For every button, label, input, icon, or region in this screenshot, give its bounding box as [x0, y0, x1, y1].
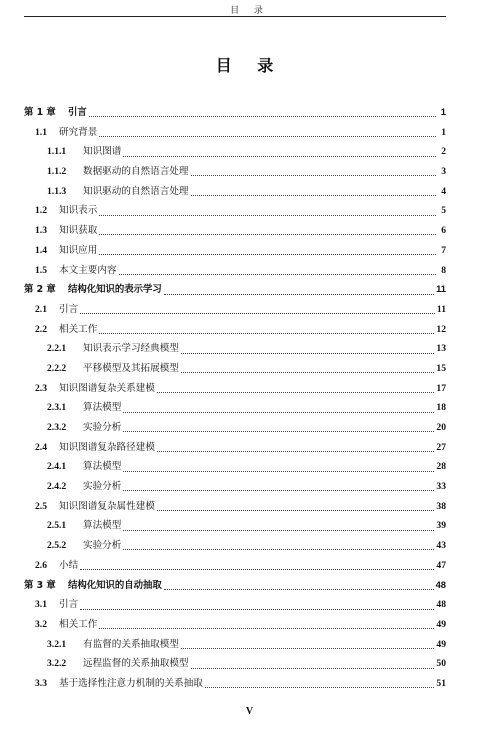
toc-entry-number: 2.1 [35, 303, 47, 315]
toc-section-entry[interactable] [24, 321, 446, 341]
dot-leader [123, 412, 434, 413]
toc-section-entry[interactable] [24, 399, 446, 419]
toc-entry-title: 研究背景 [59, 126, 98, 138]
toc-section-entry[interactable] [24, 557, 446, 577]
toc-entry-title: 引言 [59, 303, 79, 315]
toc-section-entry[interactable] [24, 124, 446, 144]
dot-leader [123, 431, 434, 432]
toc-entry-number: 2.2 [35, 323, 47, 335]
toc-entry-title: 知识图谱 [83, 146, 122, 158]
toc-entry-number: 2.5.2 [47, 540, 67, 552]
toc-entry-number: 1.5 [35, 264, 47, 276]
toc-section-entry[interactable] [24, 360, 446, 380]
dot-leader [99, 254, 436, 255]
toc-entry-page: 27 [436, 441, 446, 453]
toc-entry-page: 2 [441, 146, 446, 158]
toc-entry-page: 3 [441, 166, 446, 178]
toc-entry-page: 48 [436, 599, 446, 611]
toc-entry-title: 知识驱动的自然语言处理 [83, 185, 189, 197]
toc-entry-title: 算法模型 [83, 520, 122, 532]
toc-entry-title: 相关工作 [59, 618, 98, 630]
toc-entry-number: 2.3.2 [47, 422, 67, 433]
toc-entry-page: 47 [436, 559, 446, 571]
dot-leader [123, 156, 436, 157]
toc-entry-number: 2.2.2 [47, 362, 67, 374]
toc-entry-page: 5 [441, 205, 446, 217]
toc-entry-page: 49 [436, 618, 446, 630]
toc-entry-title: 知识表示 [59, 205, 98, 217]
toc-entry-title: 知识应用 [59, 244, 98, 256]
toc-section-entry[interactable] [24, 458, 446, 478]
toc-entry-title: 引言 [68, 107, 87, 118]
toc-entry-page: 12 [436, 323, 446, 335]
toc-section-entry[interactable] [24, 517, 446, 537]
toc-entry-number: 1.1.1 [47, 146, 67, 158]
dot-leader [89, 116, 436, 117]
toc-section-entry[interactable] [24, 655, 446, 675]
toc-section-entry[interactable] [24, 616, 446, 636]
toc-entry-number: 1.1.2 [47, 166, 67, 178]
toc-entry-page: 17 [436, 382, 446, 394]
toc-entry-title: 实验分析 [83, 540, 122, 552]
toc-section-entry[interactable] [24, 636, 446, 656]
dot-leader [99, 333, 434, 334]
toc-section-entry[interactable] [24, 242, 446, 262]
toc-entry-title: 平移模型及其拓展模型 [83, 362, 179, 374]
toc-entry-title: 相关工作 [59, 323, 98, 335]
toc-entry-page: 38 [436, 500, 446, 512]
toc-entry-title: 知识图谱复杂关系建模 [59, 382, 155, 394]
dot-leader [157, 451, 434, 452]
toc-entry-number: 2.5.1 [47, 520, 67, 532]
toc-section-entry[interactable] [24, 340, 446, 360]
toc-entry-number: 2.6 [35, 559, 47, 571]
toc-entry-page: 11 [436, 303, 446, 315]
toc-section-entry[interactable] [24, 419, 446, 439]
toc-entry-page: 11 [436, 283, 446, 295]
toc-entry-number: 3.3 [35, 677, 47, 689]
toc-entry-number: 3.2.1 [47, 638, 67, 650]
toc-section-entry[interactable] [24, 222, 446, 242]
dot-leader [123, 490, 434, 491]
toc-entry-title: 实验分析 [83, 422, 122, 433]
toc-section-entry[interactable] [24, 596, 446, 616]
toc-entry-title: 小结 [59, 559, 79, 571]
toc-entry-page: 50 [436, 658, 446, 670]
dot-leader [191, 175, 436, 176]
toc-entry-number: 1.4 [35, 244, 47, 256]
toc-entry-number: 1.1.3 [47, 185, 67, 197]
toc-entry-page: 28 [436, 461, 446, 473]
toc-section-entry[interactable] [24, 478, 446, 498]
dot-leader [205, 687, 435, 688]
toc-entry-page: 4 [441, 185, 446, 197]
header-rule [24, 16, 446, 17]
toc-entry-page: 33 [436, 481, 446, 493]
toc-section-entry[interactable] [24, 301, 446, 321]
toc-entry-title: 算法模型 [83, 461, 122, 473]
toc-entry-number: 2.4 [35, 441, 47, 453]
dot-leader [123, 549, 434, 550]
toc-entry-page: 1 [441, 126, 446, 138]
toc-entry-number: 第 2 章 [24, 284, 56, 296]
toc-section-entry[interactable] [24, 498, 446, 518]
toc-entry-title: 知识获取 [59, 225, 98, 237]
toc-section-entry[interactable] [24, 537, 446, 557]
toc-entry-title: 数据驱动的自然语言处理 [83, 166, 189, 178]
toc-entry-number: 3.2.2 [47, 658, 67, 670]
dot-leader [157, 510, 434, 511]
toc-entry-title: 实验分析 [83, 481, 122, 493]
toc-entry-number: 2.3.1 [47, 402, 67, 414]
toc-entry-title: 远程监督的关系抽取模型 [83, 658, 189, 670]
toc-entry-number: 1.2 [35, 205, 47, 217]
dot-leader [80, 569, 434, 570]
toc-entry-number: 2.3 [35, 382, 47, 394]
toc-entry-page: 6 [441, 225, 446, 237]
toc-chapter-entry[interactable] [24, 577, 446, 597]
dot-leader [99, 215, 436, 216]
dot-leader [157, 392, 434, 393]
toc-entry-title: 本文主要内容 [59, 264, 117, 276]
toc-section-entry[interactable] [24, 163, 446, 183]
dot-leader [99, 628, 434, 629]
dot-leader [119, 274, 436, 275]
toc-section-entry[interactable] [24, 143, 446, 163]
toc-entry-title: 算法模型 [83, 402, 122, 414]
toc-entry-number: 2.4.1 [47, 461, 67, 473]
toc-section-entry[interactable] [24, 262, 446, 282]
toc-entry-number: 2.2.1 [47, 343, 67, 355]
toc-entry-page: 7 [441, 244, 446, 256]
toc-entry-page: 20 [436, 422, 446, 433]
toc-entry-title: 知识表示学习经典模型 [83, 343, 179, 355]
toc-entry-page: 39 [436, 520, 446, 532]
dot-leader [164, 589, 434, 590]
toc-entry-number: 1.1 [35, 126, 47, 138]
page-number: V [245, 706, 254, 717]
toc-entry-title: 引言 [59, 599, 79, 611]
toc-entry-page: 48 [435, 578, 446, 590]
toc-chapter-entry[interactable] [24, 104, 446, 124]
dot-leader [181, 648, 434, 649]
toc-entry-number: 2.5 [35, 500, 47, 512]
toc-section-entry[interactable] [24, 439, 446, 459]
dot-leader [99, 234, 436, 235]
toc-entry-number: 第 1 章 [24, 107, 56, 118]
toc-entry-page: 43 [436, 540, 446, 552]
table-of-contents [24, 104, 446, 695]
toc-chapter-entry[interactable] [24, 281, 446, 301]
toc-entry-title: 知识图谱复杂属性建模 [59, 500, 155, 512]
dot-leader [181, 372, 434, 373]
dot-leader [123, 530, 434, 531]
dot-leader [191, 195, 436, 196]
toc-section-entry[interactable] [24, 675, 446, 695]
toc-entry-page: 49 [436, 638, 446, 650]
toc-entry-page: 8 [441, 264, 446, 276]
toc-section-entry[interactable] [24, 202, 446, 222]
toc-entry-title: 结构化知识的自动抽取 [68, 579, 162, 591]
toc-entry-number: 2.4.2 [47, 481, 67, 493]
toc-entry-page: 51 [436, 677, 446, 689]
dot-leader [99, 136, 436, 137]
dot-leader [80, 313, 435, 314]
toc-section-entry[interactable] [24, 183, 446, 203]
toc-entry-page: 15 [436, 362, 446, 374]
toc-entry-number: 第 3 章 [24, 579, 56, 591]
toc-entry-number: 3.1 [35, 599, 47, 611]
dot-leader [191, 668, 435, 669]
dot-leader [164, 294, 434, 295]
toc-entry-number: 1.3 [35, 225, 47, 237]
toc-entry-title: 有监督的关系抽取模型 [83, 638, 179, 650]
toc-entry-page: 13 [436, 343, 446, 355]
dot-leader [181, 353, 434, 354]
toc-entry-title: 结构化知识的表示学习 [68, 284, 162, 296]
toc-entry-number: 3.2 [35, 618, 47, 630]
dot-leader [80, 609, 434, 610]
toc-section-entry[interactable] [24, 380, 446, 400]
running-header: 目 录 [230, 6, 269, 16]
toc-entry-page: 1 [440, 106, 446, 117]
toc-entry-title: 基于选择性注意力机制的关系抽取 [59, 677, 203, 689]
page-title: 目 录 [215, 56, 284, 75]
toc-entry-page: 18 [436, 402, 446, 414]
toc-entry-title: 知识图谱复杂路径建模 [59, 441, 155, 453]
dot-leader [123, 471, 434, 472]
